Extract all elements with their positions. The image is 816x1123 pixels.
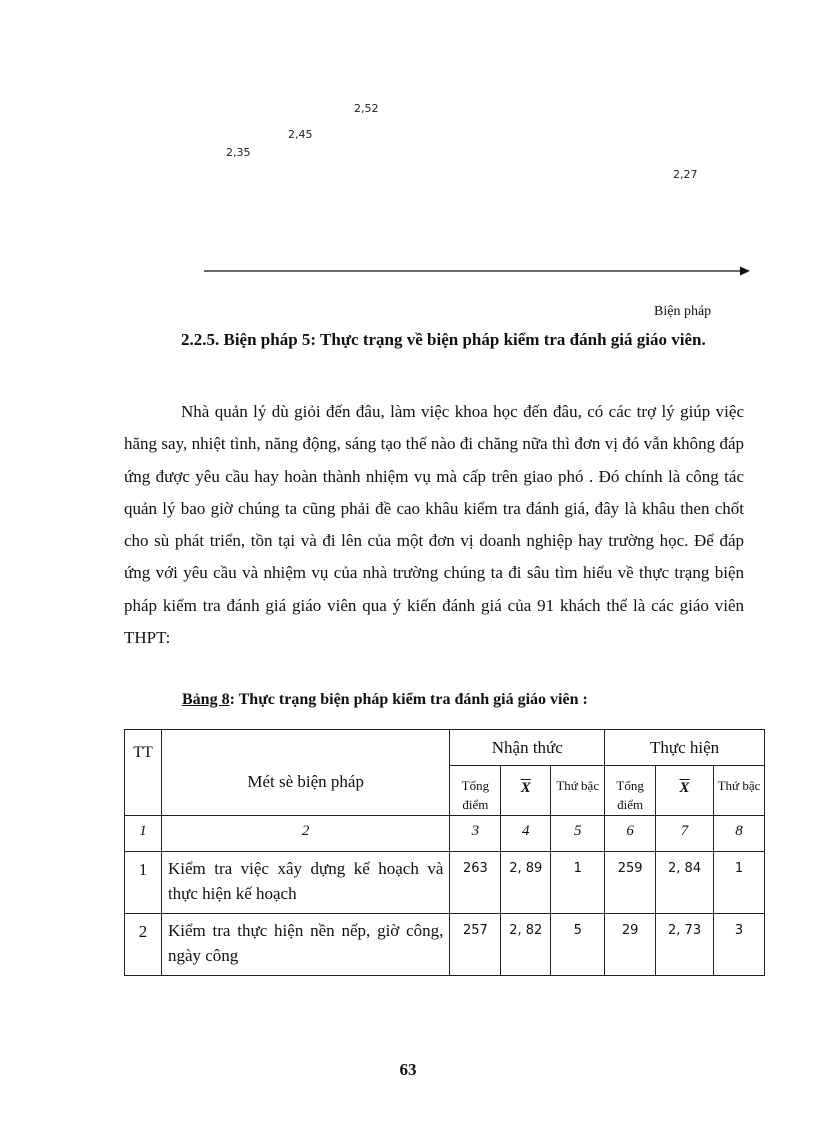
header-practice-rank: Thứ bậc	[714, 766, 765, 816]
section-heading: 2.2.5. Biện pháp 5: Thực trạng về biện pháp kiểm tra đánh giá giáo viên.	[181, 330, 706, 349]
header-practice-total: Tổng điểm	[605, 766, 656, 816]
bar-value-label-4: 2,27	[673, 168, 698, 181]
column-number: 2	[161, 816, 449, 852]
table-row	[125, 852, 765, 914]
table-caption-text: : Thực trạng biện pháp kiểm tra đánh giá giáo viên :	[229, 691, 588, 708]
column-number: 5	[551, 816, 605, 852]
page-number: 63	[399, 1060, 417, 1079]
row-practice-total: 29	[605, 914, 656, 976]
row-tt: 2	[125, 914, 162, 976]
x-axis-title: Biện pháp	[654, 304, 712, 319]
row-tt: 1	[125, 852, 162, 914]
row-practice-rank: 3	[714, 914, 765, 976]
column-number: 4	[501, 816, 551, 852]
row-practice-rank: 1	[714, 852, 765, 914]
header-practice-mean: $\overline{X}$	[656, 766, 714, 816]
header-awareness-rank: Thứ bậc	[551, 766, 605, 816]
header-practice: Thực hiện	[605, 730, 765, 766]
table-row	[125, 914, 765, 976]
header-awareness: Nhận thức	[450, 730, 605, 766]
column-number: 8	[714, 816, 765, 852]
column-number: 1	[125, 816, 162, 852]
row-measure: Kiểm tra thực hiện nền nếp, giờ công, ngày công	[161, 914, 449, 976]
body-paragraph: Nhà quản lý dù giỏi đến đâu, làm việc khoa học đến đâu, có các trợ lý giúp việc hăng say, nhiệt tình, năng động, sáng tạo thế nào đi chăng nữa thì đơn vị đó vẫn không đáp ứng được yêu cầu hay hoàn thành nhiệm vụ mà cấp trên giao phó . Đó chính là công tác quản lý bao giờ chúng ta cũng phải đề cao khâu kiểm tra đánh giá, đây là khâu then chốt cho sù phát triển, tồn tại và đi lên của một đơn vị doanh nghiệp hay trường học. Để đáp ứng với yêu cầu và nhiệm vụ của nhà trường chúng ta đi sâu tìm hiểu về thực trạng biện pháp kiểm tra đánh giá giáo viên qua ý kiến đánh giá của 91 khách thể là các giáo viên THPT:	[124, 402, 744, 648]
bar-value-label-2: 2,45	[288, 128, 313, 141]
row-practice-mean: 2, 84	[656, 852, 714, 914]
row-practice-mean: 2, 73	[656, 914, 714, 976]
bar-value-label-3: 2,52	[354, 102, 379, 115]
table-caption-label: Bảng 8	[182, 691, 230, 708]
bar-value-label-1: 2,35	[226, 146, 251, 159]
header-awareness-mean: $\overline{X}$	[501, 766, 551, 816]
row-awareness-mean: 2, 89	[501, 852, 551, 914]
row-awareness-rank: 1	[551, 852, 605, 914]
assessment-table	[124, 729, 765, 976]
row-awareness-mean: 2, 82	[501, 914, 551, 976]
row-measure: Kiểm tra việc xây dựng kế hoạch và thực hiện kế hoạch	[161, 852, 449, 914]
row-awareness-total: 263	[450, 852, 501, 914]
row-awareness-rank: 5	[551, 914, 605, 976]
x-axis-arrow-icon	[740, 267, 750, 276]
header-measure: Mét sè biện pháp	[161, 730, 449, 816]
column-number: 6	[605, 816, 656, 852]
column-number: 3	[450, 816, 501, 852]
header-tt: TT	[125, 730, 162, 816]
row-awareness-total: 257	[450, 914, 501, 976]
row-practice-total: 259	[605, 852, 656, 914]
column-number: 7	[656, 816, 714, 852]
header-awareness-total: Tổng điểm	[450, 766, 501, 816]
table-caption	[182, 691, 588, 709]
chart-x-axis	[200, 262, 756, 280]
